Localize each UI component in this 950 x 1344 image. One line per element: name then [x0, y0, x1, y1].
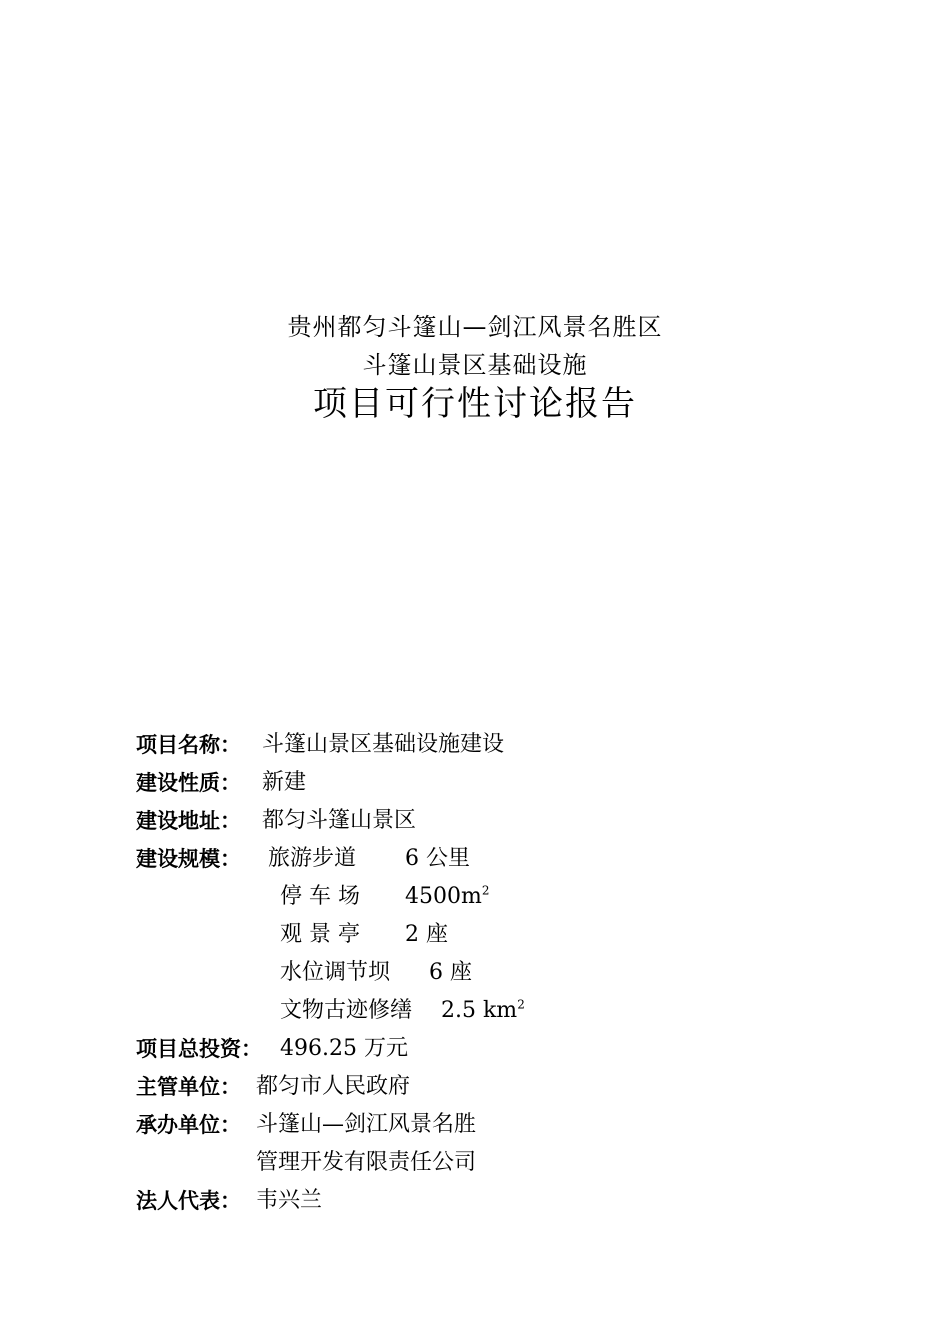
- legal-rep-label: 法人代表：: [136, 1189, 241, 1213]
- scale-item-name: 观 景 亭: [280, 922, 360, 947]
- nature-value: 新建: [262, 770, 307, 795]
- scale-item-amount-wrap: [441, 996, 525, 1026]
- scale-item-amount: 2.5 km: [441, 998, 518, 1023]
- address-value: 都匀斗篷山景区: [262, 808, 417, 833]
- project-name-value: 斗篷山景区基础设施建设: [262, 732, 505, 757]
- project-name-label: 项目名称：: [136, 733, 241, 757]
- scale-item-unit-exponent: 2: [517, 997, 525, 1012]
- scale-item-unit-exponent: 2: [481, 883, 490, 898]
- scale-item-name: 水位调节坝: [280, 960, 391, 985]
- organizer-label: 承办单位：: [136, 1113, 241, 1137]
- authority-value: 都匀市人民政府: [256, 1074, 411, 1099]
- authority-label: 主管单位：: [136, 1075, 241, 1099]
- scale-item-name: 停 车 场: [280, 884, 360, 909]
- address-label: 建设地址：: [136, 809, 241, 833]
- scale-label: 建设规模：: [136, 847, 241, 871]
- scale-item-amount: 6 座: [429, 960, 472, 985]
- scale-item-name: 文物古迹修缮: [280, 998, 413, 1023]
- scale-item-amount: 4500m: [405, 884, 482, 909]
- cover-title-line2: 斗篷山景区基础设施: [362, 351, 588, 379]
- organizer-value-line2: 管理开发有限责任公司: [256, 1150, 477, 1175]
- scale-item-amount: 6 公里: [405, 846, 470, 871]
- scale-item-amount-wrap: [405, 882, 490, 912]
- nature-label: 建设性质：: [136, 771, 241, 795]
- legal-rep-value: 韦兴兰: [256, 1188, 323, 1213]
- organizer-value-line1: 斗篷山—剑江风景名胜: [256, 1112, 477, 1137]
- investment-value: 496.25 万元: [280, 1036, 408, 1061]
- investment-label: 项目总投资：: [136, 1037, 262, 1061]
- scale-item-name: 旅游步道: [268, 846, 357, 871]
- cover-title-main: 项目可行性讨论报告: [313, 384, 637, 424]
- cover-title-line1: 贵州都匀斗篷山—剑江风景名胜区: [287, 313, 663, 341]
- scale-item-amount: 2 座: [405, 922, 448, 947]
